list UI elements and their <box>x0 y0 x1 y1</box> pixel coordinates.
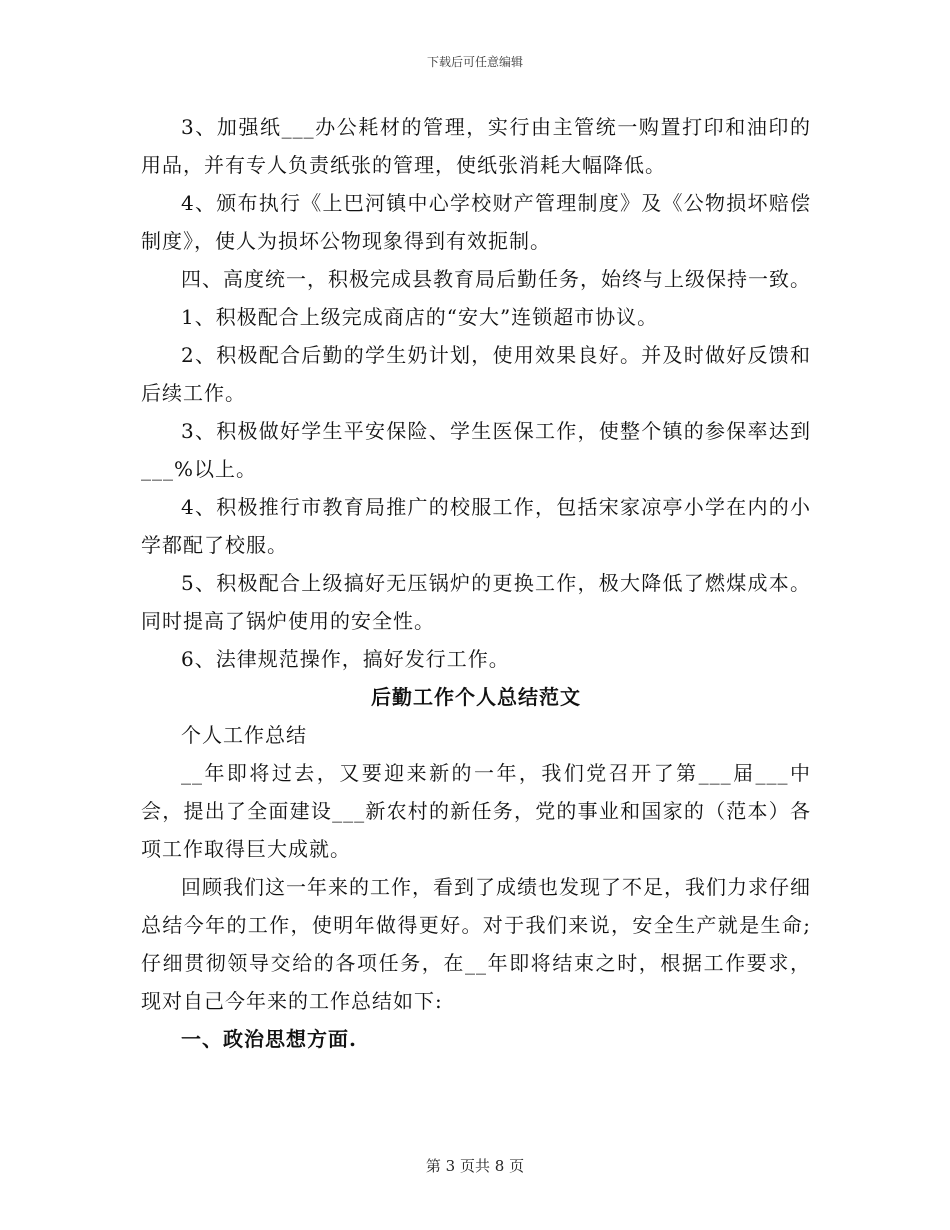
paragraph-section-four: 四、高度统一，积极完成县教育局后勤任务，始终与上级保持一致。 <box>181 267 811 291</box>
paragraph-item-3: 3、加强纸___办公耗材的管理，实行由主管统一购置打印和油印的用品，并有专人负责纸张的管理，使纸张消耗大幅降低。 <box>141 115 811 177</box>
paragraph-item-4b: 4、积极推行市教育局推广的校服工作，包括宋家凉亭小学在内的小学都配了校服。 <box>141 495 811 557</box>
paragraph-item-3b: 3、积极做好学生平安保险、学生医保工作，使整个镇的参保率达到___%以上。 <box>141 419 811 481</box>
page-footer: 第 3 页共 8 页 <box>425 1157 525 1175</box>
section-title: 后勤工作个人总结范文 <box>371 685 581 709</box>
paragraph-item-4: 4、颁布执行《上巴河镇中心学校财产管理制度》及《公物损坏赔偿制度》，使人为损坏公物现象得到有效扼制。 <box>141 191 811 253</box>
page-header: 下载后可任意编辑 <box>426 55 523 69</box>
paragraph-item-5: 5、积极配合上级搞好无压锅炉的更换工作，极大降低了燃煤成本。同时提高了锅炉使用的安全性。 <box>141 571 811 633</box>
paragraph-item-2: 2、积极配合后勤的学生奶计划，使用效果良好。并及时做好反馈和后续工作。 <box>141 343 811 405</box>
paragraph-intro: __年即将过去，又要迎来新的一年，我们党召开了第___届___中会，提出了全面建设___新农村的新任务，党的事业和国家的（范本）各项工作取得巨大成就。 <box>141 761 811 861</box>
heading-political-thought: 一、政治思想方面. <box>181 1027 357 1051</box>
document-body <box>141 108 811 1058</box>
paragraph-item-1: 1、积极配合上级完成商店的“安大”连锁超市协议。 <box>181 305 659 329</box>
subtitle-personal-summary: 个人工作总结 <box>181 723 307 747</box>
paragraph-item-6: 6、法律规范操作，搞好发行工作。 <box>181 647 510 671</box>
paragraph-review: 回顾我们这一年来的工作，看到了成绩也发现了不足，我们力求仔细总结今年的工作，使明年做得更好。对于我们来说，安全生产就是生命;仔细贯彻领导交给的各项任务，在__年即将结束之时，根据工作要求，现对自己今年来的工作总结如下: <box>141 875 811 1013</box>
